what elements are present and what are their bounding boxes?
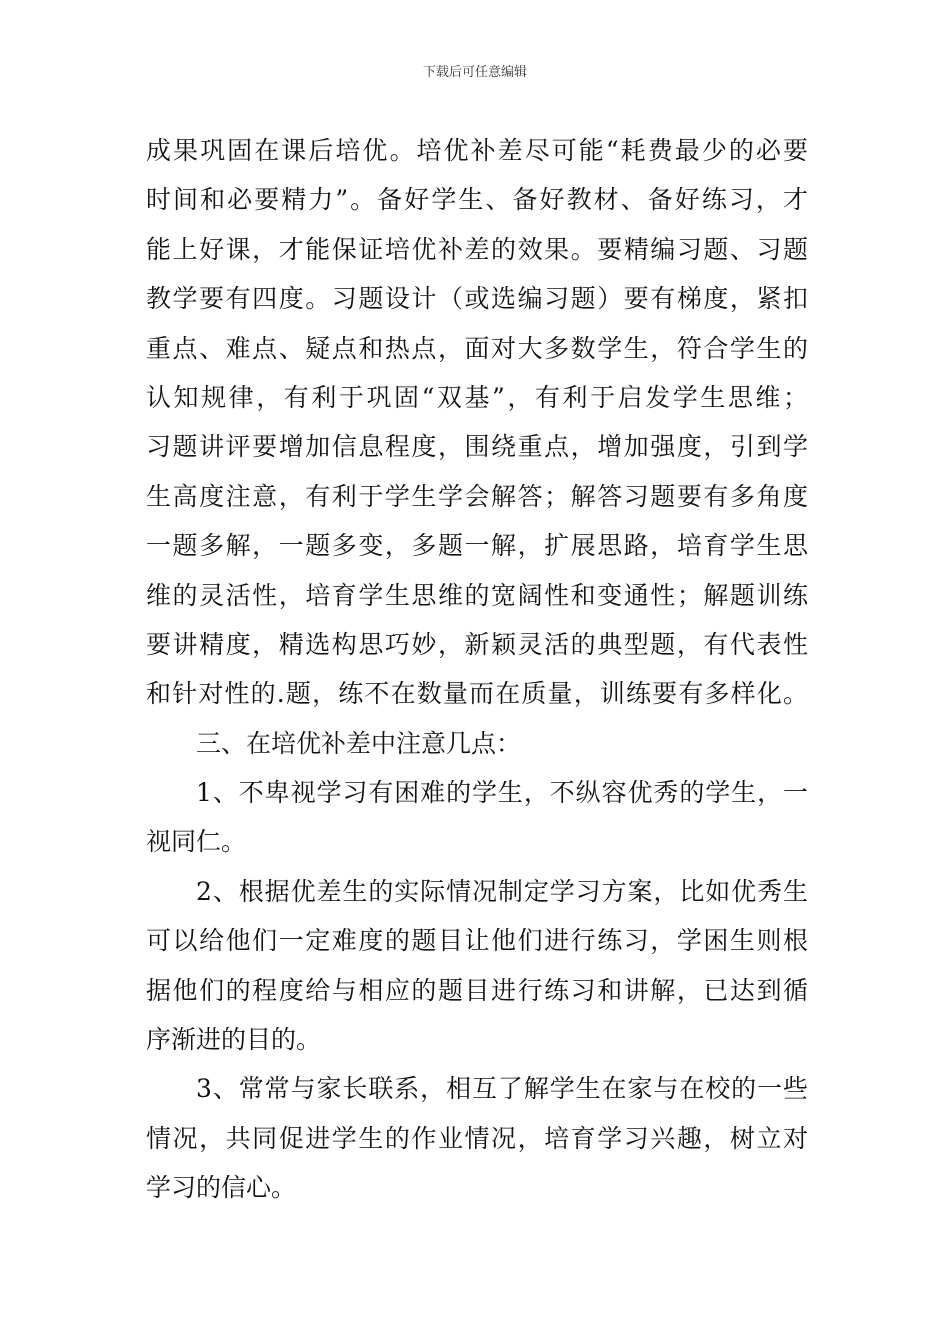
section-heading: 三、在培优补差中注意几点： — [196, 728, 522, 758]
text-line: 和针对性的.题，练不在数量而在质量，训练要有多样化。 — [146, 679, 808, 709]
text-line: 视同仁。 — [146, 827, 247, 857]
text-line: 认知规律，有利于巩固“双基”，有利于启发学生思维； — [146, 382, 808, 412]
text-line: 能上好课，才能保证培优补差的效果。要精编习题、习题 — [146, 234, 808, 264]
text-line: 重点、难点、疑点和热点，面对大多数学生，符合学生的 — [146, 333, 808, 363]
text-line: 要讲精度，精选构思巧妙，新颖灵活的典型题，有代表性 — [146, 629, 808, 659]
text-line: 序渐进的目的。 — [146, 1025, 322, 1055]
text-line: 习题讲评要增加信息程度，围绕重点，增加强度，引到学 — [146, 432, 808, 462]
text-line: 生高度注意，有利于学生学会解答；解答习题要有多角度 — [146, 481, 808, 511]
text-line: 3、常常与家长联系，相互了解学生在家与在校的一些 — [196, 1074, 808, 1104]
text-line: 一题多解，一题多变，多题一解，扩展思路，培育学生思 — [146, 531, 808, 561]
text-line: 2、根据优差生的实际情况制定学习方案，比如优秀生 — [196, 876, 808, 906]
page-header: 下载后可任意编辑 — [422, 65, 527, 80]
text-line: 据他们的程度给与相应的题目进行练习和讲解，已达到循 — [146, 975, 808, 1005]
document-body — [146, 126, 808, 1213]
text-line: 成果巩固在课后培优。培优补差尽可能“耗费最少的必要 — [146, 136, 808, 165]
text-line: 情况，共同促进学生的作业情况，培育学习兴趣，树立对 — [146, 1123, 808, 1153]
text-line: 维的灵活性，培育学生思维的宽阔性和变通性；解题训练 — [146, 580, 808, 610]
text-line: 教学要有四度。习题设计（或选编习题）要有梯度，紧扣 — [146, 284, 808, 314]
text-line: 学习的信心。 — [146, 1173, 297, 1203]
text-line: 可以给他们一定难度的题目让他们进行练习，学困生则根 — [146, 926, 808, 956]
text-line: 1、不卑视学习有困难的学生，不纵容优秀的学生，一 — [196, 778, 808, 808]
text-line: 时间和必要精力”。备好学生、备好教材、备好练习，才 — [146, 185, 808, 215]
